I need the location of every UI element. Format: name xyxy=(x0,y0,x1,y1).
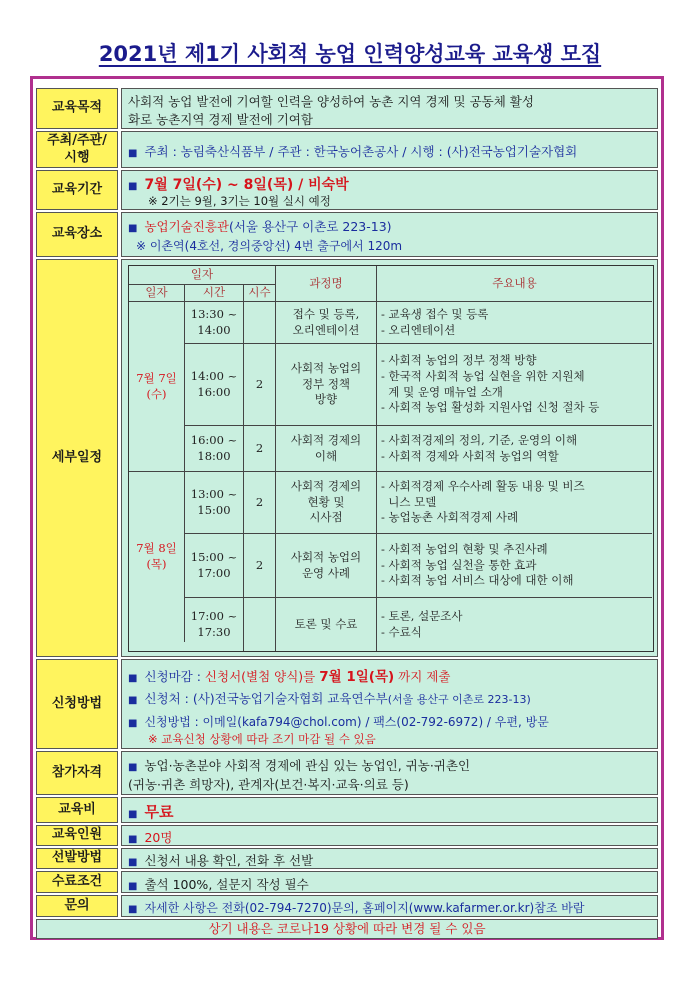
session-course: 사회적 농업의 운영 사례 xyxy=(276,534,377,598)
session-time: 15:00 ~ 17:00 xyxy=(185,534,244,598)
label-count: 교육인원 xyxy=(36,825,118,846)
page-title: 2021년 제1기 사회적 농업 인력양성교육 교육생 모집 xyxy=(98,42,602,66)
row-purpose xyxy=(36,88,658,129)
header-content: 주요내용 xyxy=(377,266,652,302)
session-hours: 2 xyxy=(244,472,276,534)
bullet-icon: ■ xyxy=(128,148,138,159)
session-content: - 사회적경제의 정의, 기준, 운영의 이해 - 사회적 경제와 사회적 농업의 역할 xyxy=(377,426,652,472)
header-course: 과정명 xyxy=(276,266,377,302)
header-hours: 시수 xyxy=(244,285,276,302)
header-day: 일자 xyxy=(129,285,185,302)
bullet-icon: ■ xyxy=(128,762,138,773)
session-content: - 토론, 설문조사 - 수료식 xyxy=(381,608,463,639)
venue-addr: (서울 용산구 이촌로 223-13) xyxy=(228,219,392,234)
bullet-icon: ■ xyxy=(128,881,138,892)
venue-name: 농업기술진흥관 xyxy=(144,219,229,234)
session-content: - 사회적 농업의 정부 정책 방향 - 한국적 사회적 농업 실현을 위한 지원체 계 및 운영 매뉴얼 소개 - 사회적 농업 활성화 지원사업 신청 절차 등 xyxy=(377,344,652,426)
apply-place: 신청처 : (사)전국농업기술자협회 교육연수부 xyxy=(144,691,388,706)
session-time: 13:00 ~ 15:00 xyxy=(185,472,244,534)
purpose-text-2: 화로 농촌지역 경제 발전에 기여함 xyxy=(128,112,313,127)
purpose-text-1: 사회적 농업 발전에 기여할 인력을 양성하여 농촌 지역 경제 및 공동체 활성 xyxy=(128,94,534,109)
apply-deadline-suffix: 까지 제출 xyxy=(394,669,451,684)
session-time: 14:00 ~ 16:00 xyxy=(185,344,244,426)
row-venue xyxy=(36,212,658,257)
session-time: 17:00 ~ 17:30 xyxy=(185,598,244,651)
bullet-icon: ■ xyxy=(128,695,138,706)
select-text: 신청서 내용 확인, 전화 후 선발 xyxy=(144,853,314,868)
qualify-text-1: 농업·농촌분야 사회적 경제에 관심 있는 농업인, 귀농·귀촌인 xyxy=(144,758,471,773)
session-course: 토론 및 수료 xyxy=(276,598,377,651)
row-apply xyxy=(36,659,658,749)
header-time: 시간 xyxy=(185,285,244,302)
schedule-table xyxy=(128,265,654,652)
row-schedule xyxy=(36,259,658,657)
session-hours xyxy=(244,598,276,651)
label-purpose: 교육목적 xyxy=(36,88,118,129)
row-qualify xyxy=(36,751,658,795)
apply-method: 신청방법 : 이메일(kafa794@chol.com) / 팩스(02-792-6972) / 우편, 방문 xyxy=(144,715,549,729)
apply-deadline-label: 신청마감 : xyxy=(144,669,205,684)
complete-text: 출석 100%, 설문지 작성 필수 xyxy=(144,877,309,892)
bullet-icon: ■ xyxy=(128,223,138,234)
label-complete: 수료조건 xyxy=(36,871,118,893)
row-period xyxy=(36,170,658,210)
row-select xyxy=(36,848,658,869)
apply-deadline-text: 신청서(별첨 양식)를 xyxy=(204,669,320,684)
period-main: 7월 7일(수) ~ 8일(목) / 비숙박 xyxy=(144,177,349,193)
row-count xyxy=(36,825,658,846)
session-content: - 사회적 농업의 현황 및 추진사례 - 사회적 농업 실천을 통한 효과 - 사회적 농업 서비스 대상에 대한 이해 xyxy=(377,534,652,598)
host-text: 주최 : 농림축산식품부 / 주관 : 한국농어촌공사 / 시행 : (사)전국농업기술자협회 xyxy=(144,144,578,159)
label-venue: 교육장소 xyxy=(36,212,118,257)
session-course: 접수 및 등록, 오리엔테이션 xyxy=(276,302,377,344)
session-time: 16:00 ~ 18:00 xyxy=(185,426,244,472)
bullet-icon: ■ xyxy=(128,834,138,845)
bullet-icon: ■ xyxy=(128,809,138,820)
notice-frame xyxy=(30,76,664,940)
label-select: 선발방법 xyxy=(36,848,118,869)
row-fee xyxy=(36,797,658,823)
session-time: 13:30 ~ 14:00 xyxy=(185,302,244,344)
bullet-icon: ■ xyxy=(128,673,138,684)
qualify-text-2: (귀농·귀촌 희망자), 관계자(보건·복지·교육·의료 등) xyxy=(128,777,409,792)
apply-deadline-date: 7월 1일(목) xyxy=(319,669,395,685)
apply-note: ※ 교육신청 상황에 따라 조기 마감 될 수 있음 xyxy=(148,732,376,746)
session-course: 사회적 경제의 이해 xyxy=(276,426,377,472)
label-contact: 문의 xyxy=(36,895,118,917)
row-host xyxy=(36,131,658,168)
label-period: 교육기간 xyxy=(36,170,118,210)
bullet-icon: ■ xyxy=(128,181,138,192)
bullet-icon: ■ xyxy=(128,904,138,915)
label-qualify: 참가자격 xyxy=(36,751,118,795)
session-hours: 2 xyxy=(244,344,276,426)
day-cell-2: 7월 8일 (목) xyxy=(129,472,185,642)
session-course: 사회적 농업의 정부 정책 방향 xyxy=(276,344,377,426)
period-note: ※ 2기는 9월, 3기는 10월 실시 예정 xyxy=(148,194,331,208)
header-date-group: 일자 xyxy=(129,266,276,285)
session-hours: 2 xyxy=(244,534,276,598)
session-content: - 사회적경제 우수사례 활동 내용 및 비즈 니스 모델 - 농업농촌 사회적경제 사례 xyxy=(377,472,652,534)
label-host: 주최/주관/ 시행 xyxy=(36,131,118,168)
day-cell-1: 7월 7일 (수) xyxy=(129,302,185,472)
label-apply: 신청방법 xyxy=(36,659,118,749)
bullet-icon: ■ xyxy=(128,857,138,868)
count-text: 20명 xyxy=(144,830,173,845)
venue-note: ※ 이촌역(4호선, 경의중앙선) 4번 출구에서 120m xyxy=(136,239,403,253)
row-contact xyxy=(36,895,658,917)
contact-text: 자세한 사항은 전화(02-794-7270)문의, 홈페이지(www.kafarmer.or.kr)참조 바람 xyxy=(144,901,585,915)
apply-place-addr: (서울 용산구 이촌로 223-13) xyxy=(387,693,531,706)
footer-note: 상기 내용은 코로나19 상황에 따라 변경 될 수 있음 xyxy=(36,919,658,939)
session-hours: 2 xyxy=(244,426,276,472)
fee-text: 무료 xyxy=(144,803,174,821)
session-hours xyxy=(244,302,276,344)
session-course: 사회적 경제의 현황 및 시사점 xyxy=(276,472,377,534)
session-content: - 교육생 접수 및 등록 - 오리엔테이션 xyxy=(377,302,652,344)
row-complete xyxy=(36,871,658,893)
bullet-icon: ■ xyxy=(128,718,138,729)
label-fee: 교육비 xyxy=(36,797,118,823)
label-schedule: 세부일정 xyxy=(36,259,118,657)
